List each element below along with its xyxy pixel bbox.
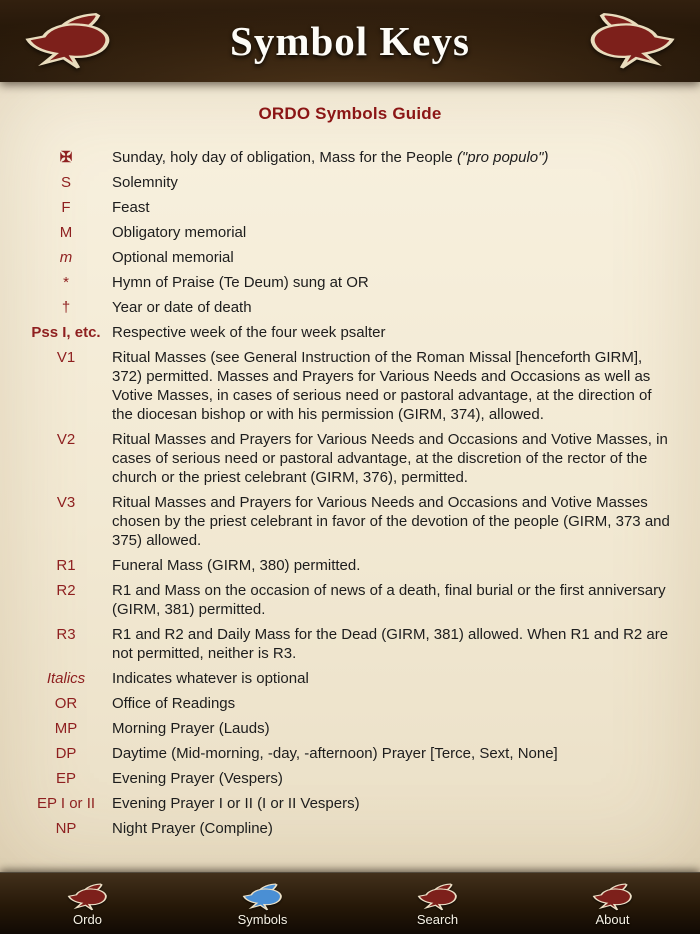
symbol-row (26, 323, 674, 342)
symbol-key: M (59, 224, 73, 241)
symbol-key: OR (54, 695, 78, 712)
dove-icon (242, 883, 284, 911)
symbol-key: V3 (56, 494, 76, 511)
symbol-description: R1 and Mass on the occasion of news of a death, final burial or the first anniversary (GIRM, 381) permitted. (112, 582, 666, 618)
symbol-description: Ritual Masses (see General Instruction of the Roman Missal [henceforth GIRM], 372) permitted. Masses and Prayers for Various Needs and Occasions as well as Votive Masses, in cases of serious need or pastoral advantage, at the direction of the diocesan bishop or with his permission (GIRM, 374), allowed. (112, 349, 652, 423)
symbol-row (26, 669, 674, 688)
tab-ordo[interactable] (0, 873, 175, 934)
symbol-key: EP (55, 770, 76, 787)
symbol-row (26, 173, 674, 192)
tab-about[interactable] (525, 873, 700, 934)
symbol-row (26, 223, 674, 242)
tab-label: About (595, 912, 630, 927)
dove-icon (586, 12, 676, 70)
tab-label: Search (416, 912, 459, 927)
symbol-description: Morning Prayer (Lauds) (112, 720, 270, 737)
dove-icon (592, 883, 634, 911)
dove-icon (24, 12, 114, 70)
guide-title: ORDO Symbols Guide (258, 104, 442, 123)
symbol-key: Italics (46, 670, 86, 687)
symbol-key: MP (54, 720, 78, 737)
tab-search[interactable] (350, 873, 525, 934)
symbol-key: DP (55, 745, 77, 762)
symbol-description: Obligatory memorial (112, 224, 247, 241)
symbol-description: Year or date of death (112, 299, 252, 316)
symbol-row (26, 794, 674, 813)
symbol-key: NP (55, 820, 77, 837)
symbol-description: Funeral Mass (GIRM, 380) permitted. (112, 557, 361, 574)
symbol-key: R1 (56, 557, 76, 574)
symbol-description: Optional memorial (112, 249, 234, 266)
symbol-description: Evening Prayer (Vespers) (112, 770, 283, 787)
symbol-row (26, 348, 674, 424)
symbol-key: † (61, 299, 71, 316)
symbol-row (26, 719, 674, 738)
symbol-description: Ritual Masses and Prayers for Various Needs and Occasions and Votive Masses, in cases of serious need or pastoral advantage, at the discretion of the rector of the church or the priest celebrant (GIRM, 376), permitted. (112, 431, 668, 486)
symbol-row (26, 493, 674, 550)
symbol-description: Respective week of the four week psalter (112, 324, 386, 341)
symbol-row (26, 248, 674, 267)
symbol-key: V2 (56, 431, 76, 448)
tab-label: Ordo (73, 912, 102, 927)
symbol-key: R3 (56, 626, 76, 643)
symbol-row (26, 744, 674, 763)
tab-bar (0, 872, 700, 934)
symbol-key: * (63, 274, 69, 291)
symbol-key: S (60, 174, 71, 191)
symbol-key: F (61, 199, 71, 216)
symbol-row (26, 694, 674, 713)
symbol-key: R2 (56, 582, 76, 599)
header (0, 0, 700, 82)
tab-label: Symbols (237, 912, 288, 927)
symbol-key: V1 (56, 349, 76, 366)
symbol-key: m (59, 249, 73, 266)
symbol-description: Indicates whatever is optional (112, 670, 309, 687)
dove-icon (67, 883, 109, 911)
symbol-row (26, 581, 674, 619)
symbol-row (26, 625, 674, 663)
symbol-key: ✠ (59, 149, 73, 166)
symbol-description: Solemnity (112, 174, 178, 191)
symbols-list (26, 148, 674, 838)
symbol-description: Night Prayer (Compline) (112, 820, 273, 837)
symbol-description: R1 and R2 and Daily Mass for the Dead (GIRM, 381) allowed. When R1 and R2 are not permitted, neither is R3. (112, 626, 669, 662)
symbol-row (26, 198, 674, 217)
tab-symbols[interactable] (175, 873, 350, 934)
symbol-description: Daytime (Mid-morning, -day, -afternoon) Prayer [Terce, Sext, None] (112, 745, 558, 762)
symbol-description: Hymn of Praise (Te Deum) sung at OR (112, 274, 369, 291)
symbol-row (26, 298, 674, 317)
symbol-row (26, 769, 674, 788)
symbol-description: Office of Readings (112, 695, 236, 712)
symbol-description: Feast (112, 199, 150, 216)
dove-icon (417, 883, 459, 911)
symbol-row (26, 273, 674, 292)
symbol-row (26, 819, 674, 838)
symbol-key: Pss I, etc. (31, 324, 101, 341)
symbol-description: Evening Prayer I or II (I or II Vespers) (112, 795, 360, 812)
symbol-row (26, 148, 674, 167)
content (0, 82, 700, 872)
page-title: Symbol Keys (230, 18, 470, 64)
symbol-description: Sunday, holy day of obligation, Mass for the People ("pro populo") (112, 149, 549, 166)
symbol-key: EP I or II (36, 795, 96, 812)
symbol-row (26, 556, 674, 575)
symbol-description: Ritual Masses and Prayers for Various Needs and Occasions and Votive Masses chosen by the priest celebrant in favor of the devotion of the people (GIRM, 373 and 375) allowed. (112, 494, 670, 549)
symbol-row (26, 430, 674, 487)
